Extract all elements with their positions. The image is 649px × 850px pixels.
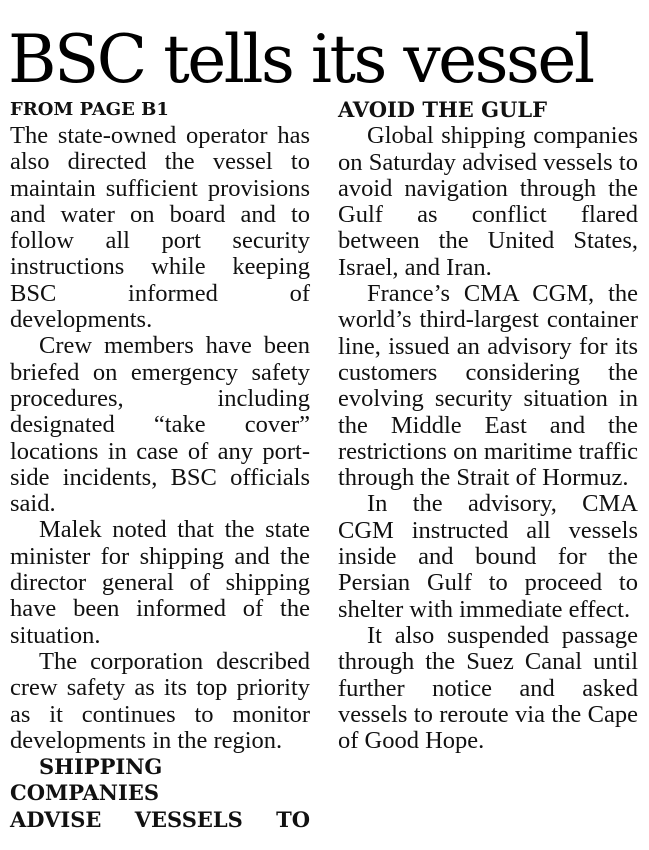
body-paragraph: The corporation described crew safety as its top priority as it continues to monitor developments in the region. (10, 647, 310, 754)
body-paragraph: Global shipping companies on Saturday advised vessels to avoid navigation through the Gulf as conflict flared between the United States, Israel, and Iran. (338, 122, 638, 281)
headline: BSC tells its vessel (8, 21, 593, 98)
subhead-line: AVOID THE GULF (338, 97, 548, 122)
subhead-text-1: SHIPPING COMPANIES (10, 754, 163, 806)
right-column (338, 97, 638, 754)
left-column (10, 97, 310, 833)
body-paragraph: It also suspended passage through the Suez Canal until further notice and asked vessels to reroute via the Cape of Good Hope. (338, 621, 638, 755)
body-paragraph: In the advisory, CMA CGM instructed all vessels inside and bound for the Persian Gulf to proceed to shelter with immediate effect. (338, 490, 638, 623)
subhead-line: ADVISE VESSELS TO (10, 806, 310, 832)
body-paragraph: The state-owned operator has also directed the vessel to maintain sufficient provisions and water on board and to follow all port security instructions while keeping BSC informed of developments. (10, 122, 310, 334)
subhead-line (10, 754, 310, 807)
body-paragraph: Crew members have been briefed on emergency safety procedures, including designated “take cover” locations in case of any port-side incidents, BSC officials said. (10, 332, 310, 518)
body-paragraph: Malek noted that the state minister for shipping and the director general of shipping have been informed of the situation. (10, 516, 310, 649)
body-paragraph: France’s CMA CGM, the world’s third-largest container line, issued an advisory for its customers considering the evolving security situation in the Middle East and the restrictions on maritime traffic through the Strait of Hormuz. (338, 280, 638, 492)
jump-label: FROM PAGE B1 (10, 99, 169, 120)
